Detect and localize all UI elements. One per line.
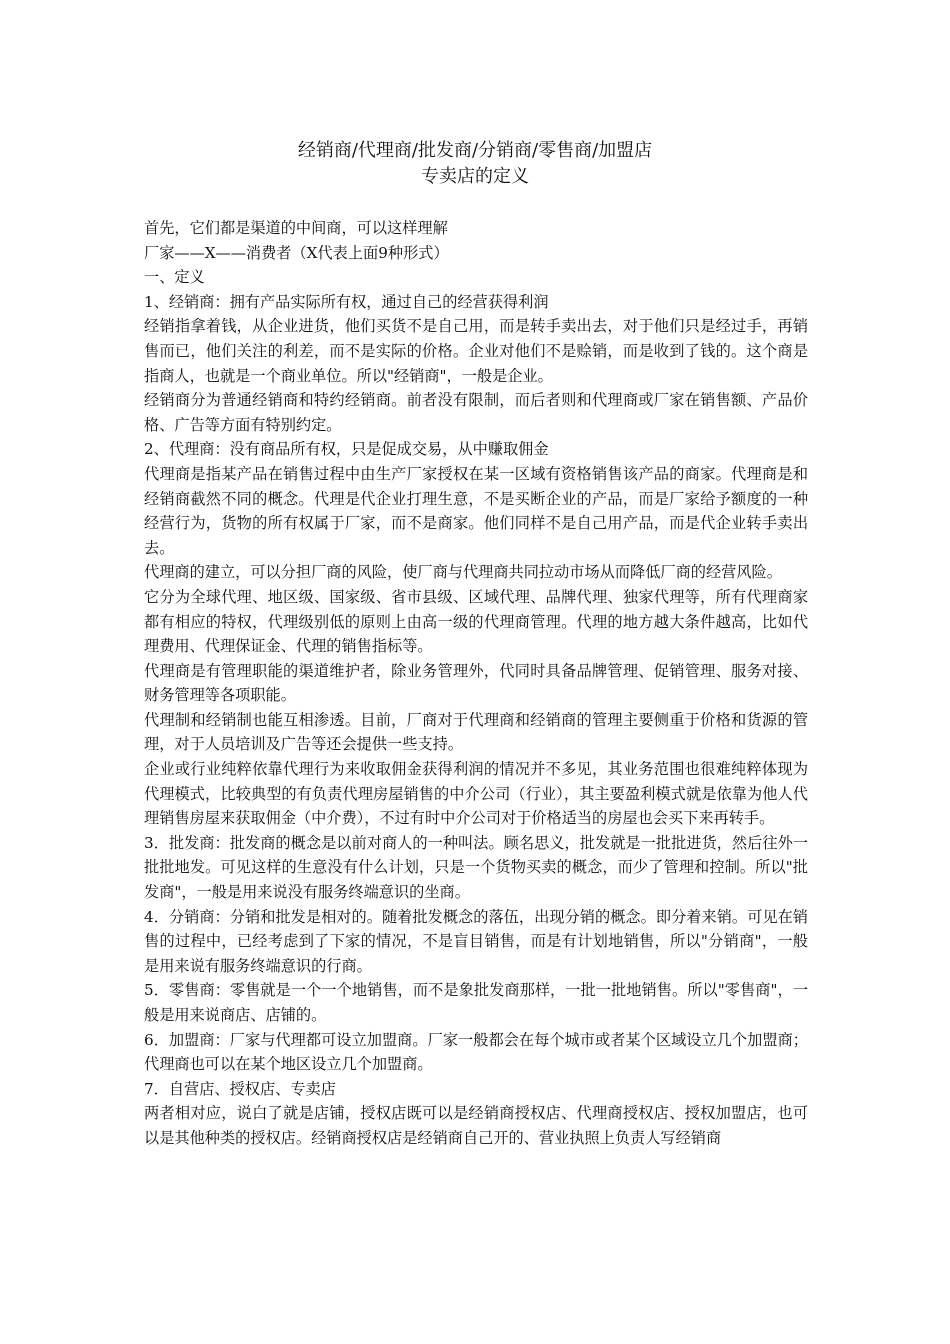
paragraph: 它分为全球代理、地区级、国家级、省市县级、区域代理、品牌代理、独家代理等，所有代理商家都有相应的特权，代理级别低的原则上由高一级的代理商管理。代理的地方越大条件越高，比如代理费用、代理保证金、代理的销售指标等。 (144, 587, 808, 656)
paragraph: 6．加盟商：厂家与代理都可设立加盟商。厂家一般都会在每个城市或者某个区域设立几个加盟商；代理商也可以在某个地区设立几个加盟商。 (144, 1030, 808, 1074)
paragraph: 4．分销商：分销和批发是相对的。随着批发概念的落伍，出现分销的概念。即分着来销。可见在销售的过程中，已经考虑到了下家的情况，不是盲目销售，而是有计划地销售，所以"分销商"，一般是用来说有服务终端意识的行商。 (144, 907, 808, 975)
paragraph: 代理商是有管理职能的渠道维护者，除业务管理外，代同时具备品牌管理、促销管理、服务对接、财务管理等各项职能。 (144, 661, 808, 705)
subsection-heading: 2、代理商：没有商品所有权，只是促成交易，从中赚取佣金 (144, 440, 549, 459)
document-title (0, 138, 950, 190)
paragraph: 厂家——X——消费者（X代表上面9种形式） (144, 243, 449, 262)
paragraph: 经销指拿着钱，从企业进货，他们买货不是自己用，而是转手卖出去，对于他们只是经过手，再销售而已，他们关注的利差，而不是实际的价格。企业对他们不是赊销，而是收到了钱的。这个商是指商人，也就是一个商业单位。所以"经销商"，一般是企业。 (144, 317, 808, 385)
paragraph: 代理商的建立，可以分担厂商的风险，使厂商与代理商共同拉动市场从而降低厂商的经营风险。 (144, 563, 782, 582)
subsection-heading: 1、经销商：拥有产品实际所有权，通过自己的经营获得利润 (144, 292, 549, 311)
section-heading: 一、定义 (144, 268, 205, 287)
subsection-heading: 7．自营店、授权店、专卖店 (144, 1079, 336, 1098)
paragraph: 两者相对应，说白了就是店铺，授权店既可以是经销商授权店、代理商授权店、授权加盟店，也可以是其他种类的授权店。经销商授权店是经销商自己开的、营业执照上负责人写经销商 (144, 1104, 808, 1147)
title-line-2: 专卖店的定义 (421, 166, 529, 187)
paragraph: 5．零售商：零售就是一个一个地销售，而不是象批发商那样，一批一批地销售。所以"零售商"，一般是用来说商店、店铺的。 (144, 981, 808, 1024)
paragraph: 经销商分为普通经销商和特约经销商。前者没有限制，而后者则和代理商或厂家在销售额、产品价格、广告等方面有特别约定。 (144, 391, 808, 434)
paragraph: 首先，它们都是渠道的中间商，可以这样理解 (144, 219, 448, 237)
paragraph: 代理商是指某产品在销售过程中由生产厂家授权在某一区域有资格销售该产品的商家。代理商是和经销商截然不同的概念。代理是代企业打理生意，不是买断企业的产品，而是厂家给予额度的一种经营行为，货物的所有权属于厂家，而不是商家。他们同样不是自己用产品，而是代企业转手卖出去。 (144, 464, 808, 557)
title-line-1: 经销商/代理商/批发商/分销商/零售商/加盟店 (297, 140, 653, 161)
paragraph: 企业或行业纯粹依靠代理行为来收取佣金获得利润的情况并不多见，其业务范围也很难纯粹体现为代理模式，比较典型的有负责代理房屋销售的中介公司（行业），其主要盈利模式就是依靠为他人代理销售房屋来获取佣金（中介费），不过有时中介公司对于价格适当的房屋也会买下来再转手。 (144, 760, 808, 828)
paragraph: 3．批发商：批发商的概念是以前对商人的一种叫法。顾名思义，批发就是一批批进货，然后往外一批批地发。可见这样的生意没有什么计划，只是一个货物买卖的概念，而少了管理和控制。所以"批发商"，一般是用来说没有服务终端意识的坐商。 (144, 833, 808, 902)
paragraph: 代理制和经销制也能互相渗透。目前，厂商对于代理商和经销商的管理主要侧重于价格和货源的管理，对于人员培训及广告等还会提供一些支持。 (144, 710, 808, 754)
document-body (144, 216, 808, 1151)
